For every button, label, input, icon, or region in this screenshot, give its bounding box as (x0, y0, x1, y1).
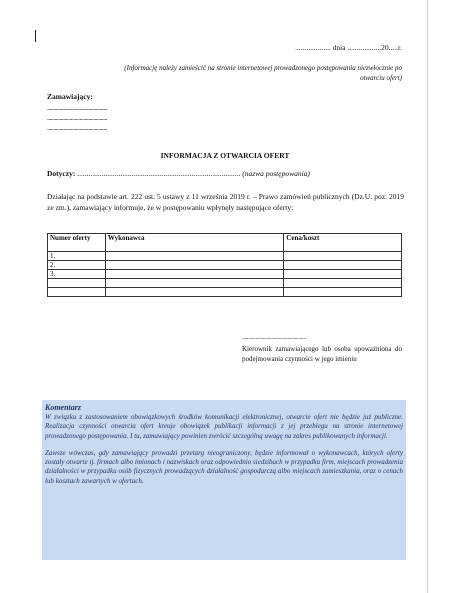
buyer-line-3: ................................................ (47, 124, 107, 132)
comment-paragraph-2: Zawsze wówczas, gdy zamawiający prowadzi przetarg nieograniczony, będzie informował o wykonawcach, których oferty zostały otwarte tj. firmach albo imionach i nazwiskach oraz odpowiednio siedzibach w przypadku firm, miejscach prowadzenia działalności w przypadku osób fizycznych prowadzących działalność gospodarczą albo miejscach zamieszkania, oraz o cenach lub kosztach zawartych w ofertach. (45, 448, 403, 485)
table-cell (105, 270, 283, 279)
table-cell (48, 279, 106, 288)
table-row (48, 252, 402, 261)
header-price: Cena/koszt (284, 234, 402, 252)
header-contractor: Wykonawca (105, 234, 283, 252)
text-cursor (35, 30, 36, 42)
legal-basis-paragraph: Działając na podstawie art. 222 ust. 5 ustawy z 11 września 2019 r. – Prawo zamówień publicznych (Dz.U. poz. 2019 ze zm.), zamawiający informuje, że w postępowaniu wpłynęły następujące oferty: (47, 192, 404, 212)
publication-note: (Informację należy zamieścić na stronie internetowej prowadzonego postępowania niezwłocznie po otwarciu ofert) (124, 64, 402, 82)
table-cell (284, 252, 402, 261)
table-header-row (48, 234, 402, 252)
date-line: ................... dnia ..................20.....r. (295, 43, 402, 52)
subject-dots: ....................................................................................... (77, 169, 241, 178)
buyer-label: Zamawiający: (47, 92, 93, 101)
table-cell (105, 288, 283, 297)
subject-label: Dotyczy: (47, 169, 76, 178)
buyer-line-2: ................................................ (47, 114, 107, 122)
table-row (48, 279, 402, 288)
table-cell: 3. (48, 270, 106, 279)
subject-hint: (nazwa postępowania) (242, 169, 310, 178)
buyer-line-1: ................................................ (47, 104, 107, 112)
table-cell (105, 261, 283, 270)
table-row (48, 288, 402, 297)
table-cell (284, 279, 402, 288)
table-cell: 2. (48, 261, 106, 270)
table-cell (284, 288, 402, 297)
table-cell (48, 288, 106, 297)
subject-line (47, 169, 310, 178)
signature-caption: Kierownik zamawiającego lub osoba upoważniona do podejmowania czynności w jego imieniu (242, 345, 402, 363)
document-title: INFORMACJA Z OTWARCIA OFERT (160, 151, 290, 160)
comment-paragraph-1: W związku z zastosowaniem obowiązkowych środków komunikacji elektronicznej, otwarcie ofert nie będzie już publiczne. Realizacja czynności otwarcia ofert kreuje obowiązek publikacji informacji z jej przebiegu na stronie internetowej prowadzonego postępowania. I tu, zamawiający powinien zwrócić szczególną uwagę na zakres publikowanych informacji. (45, 413, 403, 440)
comment-title: Komentarz (45, 403, 82, 412)
table-cell (105, 252, 283, 261)
table-cell (105, 279, 283, 288)
table-cell (284, 261, 402, 270)
comment-box (42, 400, 406, 560)
table-cell (284, 270, 402, 279)
table-row (48, 261, 402, 270)
table-cell: 1. (48, 252, 106, 261)
table-row (48, 270, 402, 279)
offers-table (47, 233, 402, 297)
signature-line: .................................................... (242, 334, 306, 341)
page-margin-line (427, 0, 428, 593)
header-offer-number: Numer oferty (48, 234, 106, 252)
